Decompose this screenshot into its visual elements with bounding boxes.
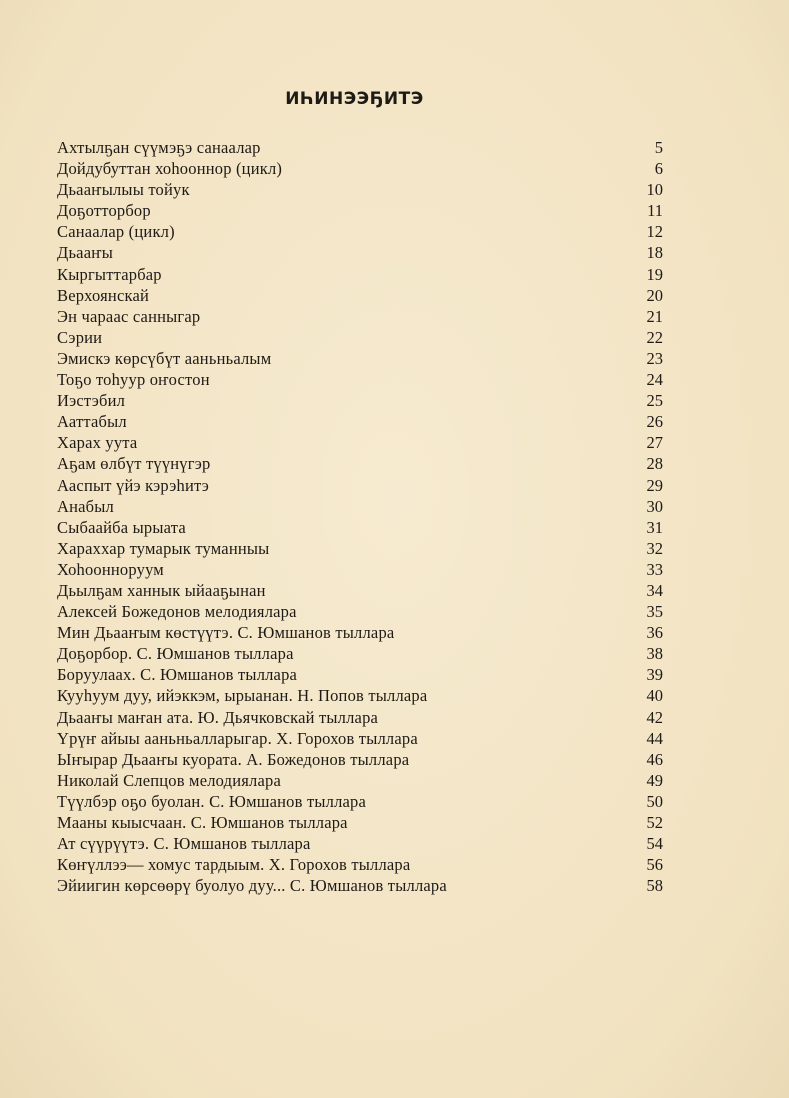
toc-entry xyxy=(57,179,663,200)
toc-entry-title: Кыргыттарбар xyxy=(57,264,162,284)
toc-entry-page: 58 xyxy=(646,876,663,896)
toc-entry-title: Хоһоонноруум xyxy=(57,559,164,579)
toc-entry xyxy=(57,432,663,453)
toc-entry-page: 49 xyxy=(646,770,663,790)
toc-entry-page: 35 xyxy=(646,602,663,622)
toc-entry-title: Ат сүүрүүтэ. С. Юмшанов тыллара xyxy=(57,834,311,854)
toc-entry-title: Мааны кыысчаан. С. Юмшанов тыллара xyxy=(57,813,348,832)
toc-entry-title: Дьааҥылыы тойук xyxy=(57,180,190,200)
toc-entry-title: Алексей Божедонов мелодиялара xyxy=(57,602,297,622)
toc-entry-title: Ахтылҕан сүүмэҕэ санаалар xyxy=(57,138,261,157)
toc-entry-page: 36 xyxy=(646,623,663,643)
toc-entry xyxy=(57,327,663,348)
toc-entry-page: 25 xyxy=(646,391,663,411)
toc-entry-page: 42 xyxy=(646,707,663,727)
toc-entry-page: 40 xyxy=(646,686,663,706)
toc-entry xyxy=(57,643,663,664)
toc-entry xyxy=(57,348,663,369)
toc-entry-page: 54 xyxy=(646,834,663,854)
toc-entry xyxy=(57,875,663,896)
toc-entry-title: Дьааҥы xyxy=(57,243,113,263)
toc-entry-page: 10 xyxy=(646,180,663,200)
toc-entry-title: Үрүҥ айыы ааньньалларыгар. Х. Горохов тыллара xyxy=(57,728,418,748)
toc-entry-title: Боруулаах. С. Юмшанов тыллара xyxy=(57,665,298,685)
toc-entry-title: Хараххар тумарык туманныы xyxy=(57,538,270,558)
table-of-contents xyxy=(57,137,663,896)
toc-entry-page: 11 xyxy=(647,201,663,221)
toc-entry-page: 12 xyxy=(646,222,663,242)
toc-entry xyxy=(57,601,663,622)
toc-entry-page: 20 xyxy=(646,285,663,305)
toc-entry xyxy=(57,264,663,285)
toc-entry-page: 29 xyxy=(646,475,663,495)
toc-entry-title: Дойдубуттан хоһооннор (цикл) xyxy=(57,159,283,179)
toc-entry xyxy=(57,390,663,411)
toc-entry xyxy=(57,538,663,559)
toc-entry xyxy=(57,221,663,242)
page-title-text: ИҺИНЭЭҔИТЭ xyxy=(285,89,424,109)
toc-entry xyxy=(57,496,663,517)
toc-entry-page: 18 xyxy=(646,243,663,263)
toc-entry xyxy=(57,664,663,685)
toc-entry-title: Аҕам өлбүт түүнүгэр xyxy=(57,454,211,474)
toc-entry xyxy=(57,685,663,706)
toc-entry-title: Дьылҕам ханнык ыйааҕынан xyxy=(57,580,266,600)
toc-entry xyxy=(57,137,663,158)
toc-entry xyxy=(57,791,663,812)
toc-entry-page: 50 xyxy=(646,791,663,811)
toc-entry-title: Доҕотторбор xyxy=(57,201,151,221)
toc-entry-title: Эн чараас санныгар xyxy=(57,306,201,326)
toc-entry-title: Тоҕо тоһуур оҥостон xyxy=(57,370,210,390)
toc-entry xyxy=(57,285,663,306)
toc-entry-title: Мин Дьааҥым көстүүтэ. С. Юмшанов тыллара xyxy=(57,623,395,643)
toc-entry-page: 21 xyxy=(646,306,663,326)
toc-entry xyxy=(57,770,663,791)
toc-entry-page: 22 xyxy=(646,327,663,347)
toc-entry-title: Кууһуум дуу, ийэккэм, ырыанан. Н. Попов тыллара xyxy=(57,686,428,706)
toc-entry-title: Эмискэ көрсүбүт ааньньалым xyxy=(57,348,272,368)
toc-entry xyxy=(57,707,663,728)
toc-entry-title: Сэрии xyxy=(57,327,103,347)
toc-entry xyxy=(57,453,663,474)
toc-entry-page: 39 xyxy=(646,665,663,685)
toc-entry-page: 28 xyxy=(646,454,663,474)
toc-entry xyxy=(57,475,663,496)
toc-entry-page: 26 xyxy=(646,412,663,432)
toc-entry xyxy=(57,158,663,179)
toc-entry xyxy=(57,728,663,749)
toc-entry-page: 27 xyxy=(646,433,663,453)
toc-entry xyxy=(57,306,663,327)
toc-entry-title: Иэстэбил xyxy=(57,391,126,411)
toc-entry-page: 31 xyxy=(646,517,663,537)
toc-entry-page: 30 xyxy=(646,496,663,516)
toc-entry-page: 32 xyxy=(646,538,663,558)
toc-entry-page: 34 xyxy=(646,580,663,600)
toc-entry xyxy=(57,242,663,263)
page-title xyxy=(0,89,789,109)
toc-entry xyxy=(57,749,663,770)
toc-entry-title: Верхоянскай xyxy=(57,285,149,305)
toc-entry xyxy=(57,200,663,221)
toc-entry xyxy=(57,580,663,601)
toc-entry xyxy=(57,517,663,538)
toc-entry-title: Ааттабыл xyxy=(57,412,127,432)
toc-entry-page: 33 xyxy=(646,559,663,579)
toc-entry-title: Доҕорбор. С. Юмшанов тыллара xyxy=(57,644,294,664)
toc-entry-title: Эйиигин көрсөөрү буолуо дуу... С. Юмшанов тыллара xyxy=(57,876,447,896)
toc-entry xyxy=(57,854,663,875)
toc-entry-title: Ааспыт үйэ кэрэһитэ xyxy=(57,475,210,495)
toc-entry-page: 6 xyxy=(654,159,663,179)
toc-entry-page: 56 xyxy=(646,855,663,875)
toc-entry xyxy=(57,559,663,580)
toc-entry xyxy=(57,622,663,643)
toc-entry-title: Анабыл xyxy=(57,496,114,516)
toc-entry-title: Ыҥырар Дьааҥы куората. А. Божедонов тыллара xyxy=(57,749,410,769)
toc-entry-title: Харах уута xyxy=(57,433,138,453)
toc-entry-page: 44 xyxy=(646,728,663,748)
toc-entry-page: 23 xyxy=(646,348,663,368)
toc-entry-title: Түүлбэр оҕо буолан. С. Юмшанов тыллара xyxy=(57,791,367,811)
toc-entry-page: 52 xyxy=(646,813,663,832)
toc-entry-title: Сыбаайба ырыата xyxy=(57,517,186,537)
toc-entry-title: Санаалар (цикл) xyxy=(57,222,175,242)
toc-entry xyxy=(57,833,663,854)
toc-entry-page: 24 xyxy=(646,370,663,390)
toc-entry-title: Дьааҥы маҥан ата. Ю. Дьячковскай тыллара xyxy=(57,707,379,727)
toc-entry-page: 46 xyxy=(646,749,663,769)
toc-entry-title: Николай Слепцов мелодиялара xyxy=(57,770,281,790)
toc-entry-page: 5 xyxy=(654,138,663,157)
toc-entry xyxy=(57,369,663,390)
toc-entry xyxy=(57,812,663,833)
toc-entry-title: Көҥүллээ— хомус тардыым. Х. Горохов тыллара xyxy=(57,855,411,875)
toc-entry-page: 38 xyxy=(646,644,663,664)
toc-entry xyxy=(57,411,663,432)
toc-entry-page: 19 xyxy=(646,264,663,284)
